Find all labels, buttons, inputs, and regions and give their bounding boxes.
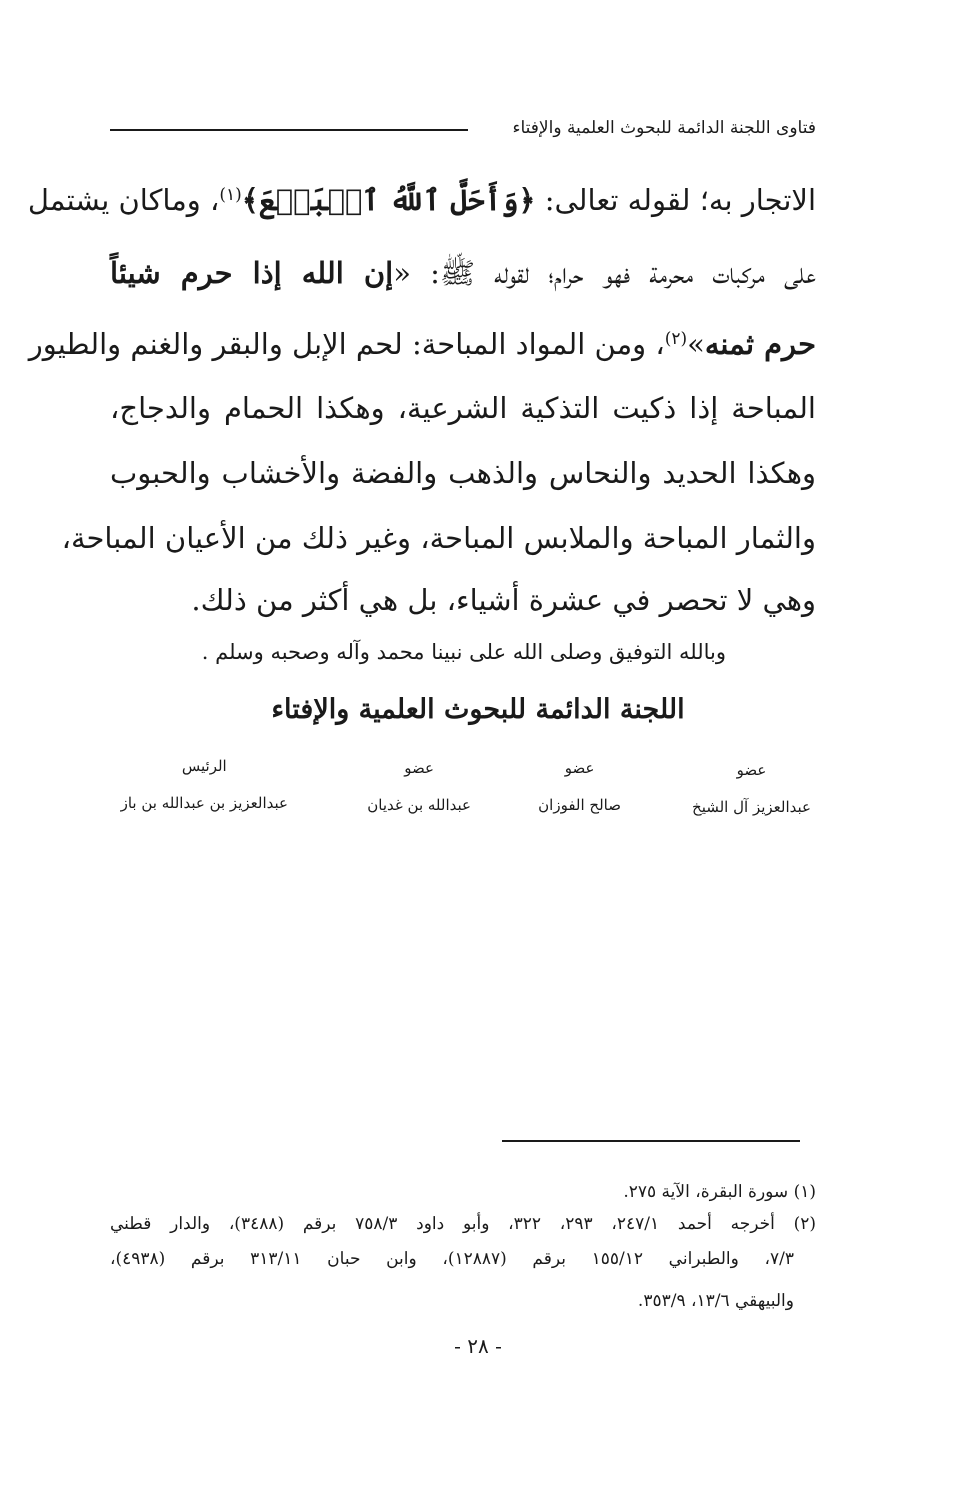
signatory-role: عضو <box>404 759 434 777</box>
hadith-text: حرم ثمنه <box>704 327 816 361</box>
body-line-2 <box>110 251 816 295</box>
footnote-ref-2[interactable]: (٢) <box>664 329 688 349</box>
body-text: الاتجار به؛ لقوله تعالى: <box>535 183 816 217</box>
hadith-text: إن الله إذا حرم شيئاً <box>110 256 394 290</box>
signatory-role: عضو <box>564 759 595 777</box>
footnote-ref-1[interactable]: (١) <box>219 185 242 205</box>
signatory-name: عبدالله بن غديان <box>367 796 471 814</box>
header-rule <box>110 129 468 131</box>
body-line-3 <box>28 322 816 366</box>
footnote-2-line-1: (٢) أخرجه أحمد ٢٤٧/١، ٢٩٣، ٣٢٢، وأبو داود ٧٥٨/٣ برقم (٣٤٨٨)، والدار قطني <box>110 1214 817 1234</box>
footnote-2-line-3: والبيهقي ١٣/٦، ٣٥٣/٩. <box>637 1291 794 1311</box>
signatory-member-3 <box>367 759 471 814</box>
signatory-chairman <box>121 757 288 812</box>
body-text: ، وماكان يشتمل <box>27 183 220 217</box>
body-text: على مركبات محرمة فهو حرام؛ لقوله ﷺ: « <box>393 256 816 290</box>
body-line-1 <box>27 178 816 222</box>
closing-formula: وبالله التوفيق وصلى الله على نبينا محمد وآله وصحبه وسلم . <box>201 640 726 664</box>
body-line-6: والثمار المباحة والملابس المباحة، وغير ذلك من الأعيان المباحة، <box>61 521 816 555</box>
committee-title: اللجنة الدائمة للبحوث العلمية والإفتاء <box>271 694 685 725</box>
body-text: » <box>687 327 705 361</box>
body-line-5: وهكذا الحديد والنحاس والذهب والفضة والأخشاب والحبوب <box>110 456 816 490</box>
signatory-name: عبدالعزيز بن عبدالله بن باز <box>120 794 288 812</box>
footnote-1: (١) سورة البقرة، الآية ٢٧٥. <box>623 1182 816 1202</box>
signatory-member-1 <box>692 761 811 816</box>
signatory-name: صالح الفوزان <box>538 796 621 814</box>
body-line-4: المباحة إذا ذكيت التذكية الشرعية، وهكذا الحمام والدجاج، <box>110 391 816 425</box>
quran-verse: ﴿وَأَحَلَّ ٱللَّهُ ٱلۡبَيۡعَ﴾ <box>241 183 536 217</box>
signatory-role: الرئيس <box>181 757 227 775</box>
body-text: ، ومن المواد المباحة: لحم الإبل والبقر والغنم والطيور <box>28 327 665 361</box>
signatory-member-2 <box>538 759 621 814</box>
signatory-name: عبدالعزيز آل الشيخ <box>692 798 811 816</box>
signatory-role: عضو <box>736 761 767 779</box>
body-line-7: وهي لا تحصر في عشرة أشياء، بل هي أكثر من ذلك. <box>191 583 816 617</box>
running-header: فتاوى اللجنة الدائمة للبحوث العلمية والإفتاء <box>512 118 816 138</box>
page-number: - ٢٨ - <box>454 1334 502 1358</box>
footnote-rule <box>502 1140 800 1142</box>
footnote-2-line-2: ٧/٣، والطبراني ١٥٥/١٢ برقم (١٢٨٨٧)، وابن حبان ٣١٣/١١ برقم (٤٩٣٨)، <box>110 1249 794 1269</box>
